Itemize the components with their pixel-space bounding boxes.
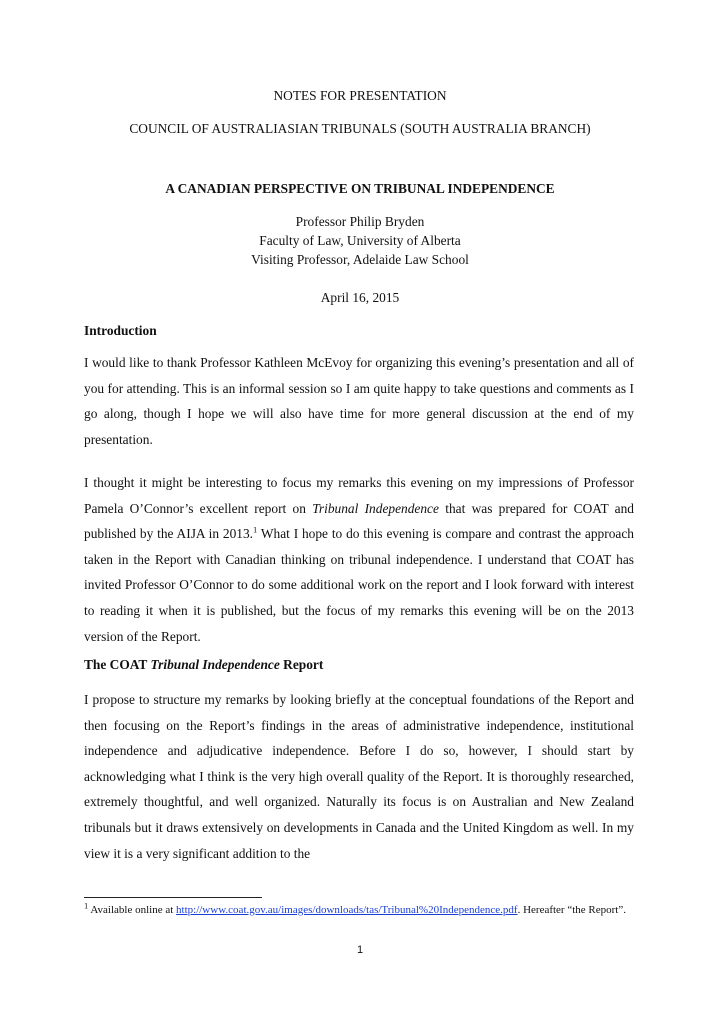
footnote-text-a: Available online at	[88, 904, 177, 916]
header-council: COUNCIL OF AUSTRALIASIAN TRIBUNALS (SOUTH AUSTRALIA BRANCH)	[129, 121, 591, 136]
footnote-reference[interactable]: 1	[253, 524, 258, 535]
footnote-divider	[84, 897, 262, 898]
page-number: 1	[356, 944, 364, 956]
footnote-url-link[interactable]: http://www.coat.gov.au/images/downloads/tas/Tribunal%20Independence.pdf	[176, 904, 518, 916]
intro-paragraph-2	[84, 470, 634, 649]
intro-paragraph-1: I would like to thank Professor Kathleen McEvoy for organizing this evening’s presentation and all of you for attending. This is an informal session so I am quite happy to take questions and comments as I go along, though I hope we will also have time for more general discussion at the end of my presentation.	[84, 355, 634, 447]
intro-p2-text-a: I thought it might be interesting to focus my remarks this evening on my impressions of Professor Pamela O’Connor’s excellent report on	[84, 475, 634, 516]
header-notes: NOTES FOR PRESENTATION	[273, 88, 447, 103]
report-paragraph-1: I propose to structure my remarks by looking briefly at the conceptual foundations of the Report and then focusing on the Report’s findings in the areas of administrative independence, institutional independence and adjudicative independence. Before I do so, however, I should start by acknowledging what I think is the very high overall quality of the Report. It is thoroughly researched, extremely thoughtful, and well organized. Naturally its focus is on Australian and New Zealand tribunals but it draws extensively on developments in Canada and the United Kingdom as well. In my view it is a very significant addition to the	[84, 692, 634, 861]
author-name: Professor Philip Bryden	[295, 214, 425, 229]
footnote-number: 1	[84, 900, 89, 911]
report-section-heading	[84, 652, 634, 678]
author-affiliation-2: Visiting Professor, Adelaide Law School	[251, 252, 469, 267]
intro-p2-text-b: that was prepared for COAT and published by the AIJA in 2013.	[84, 500, 634, 542]
footnote-1	[84, 900, 634, 918]
intro-p2-text-c: What I hope to do this evening is compare and contrast the approach taken in the Report with Canadian thinking on tribunal independence. I understand that COAT has invited Professor O’Connor to do some additional work on the report and I look forward with interest to reading it when it is published, but the focus of my remarks this evening will be on the 2013 version of the Report.	[84, 526, 634, 644]
report-heading-italic: Tribunal Independence	[150, 657, 280, 672]
report-heading-b: Report	[279, 657, 324, 672]
introduction-heading: Introduction	[84, 323, 157, 338]
report-title-italic: Tribunal Independence	[312, 500, 439, 516]
footnote-text-b: . Hereafter “the Report”.	[517, 904, 626, 916]
document-title: A CANADIAN PERSPECTIVE ON TRIBUNAL INDEPENDENCE	[165, 181, 555, 196]
report-heading-a: The COAT	[84, 657, 151, 672]
presentation-date: April 16, 2015	[320, 290, 400, 305]
author-affiliation-1: Faculty of Law, University of Alberta	[259, 233, 461, 248]
